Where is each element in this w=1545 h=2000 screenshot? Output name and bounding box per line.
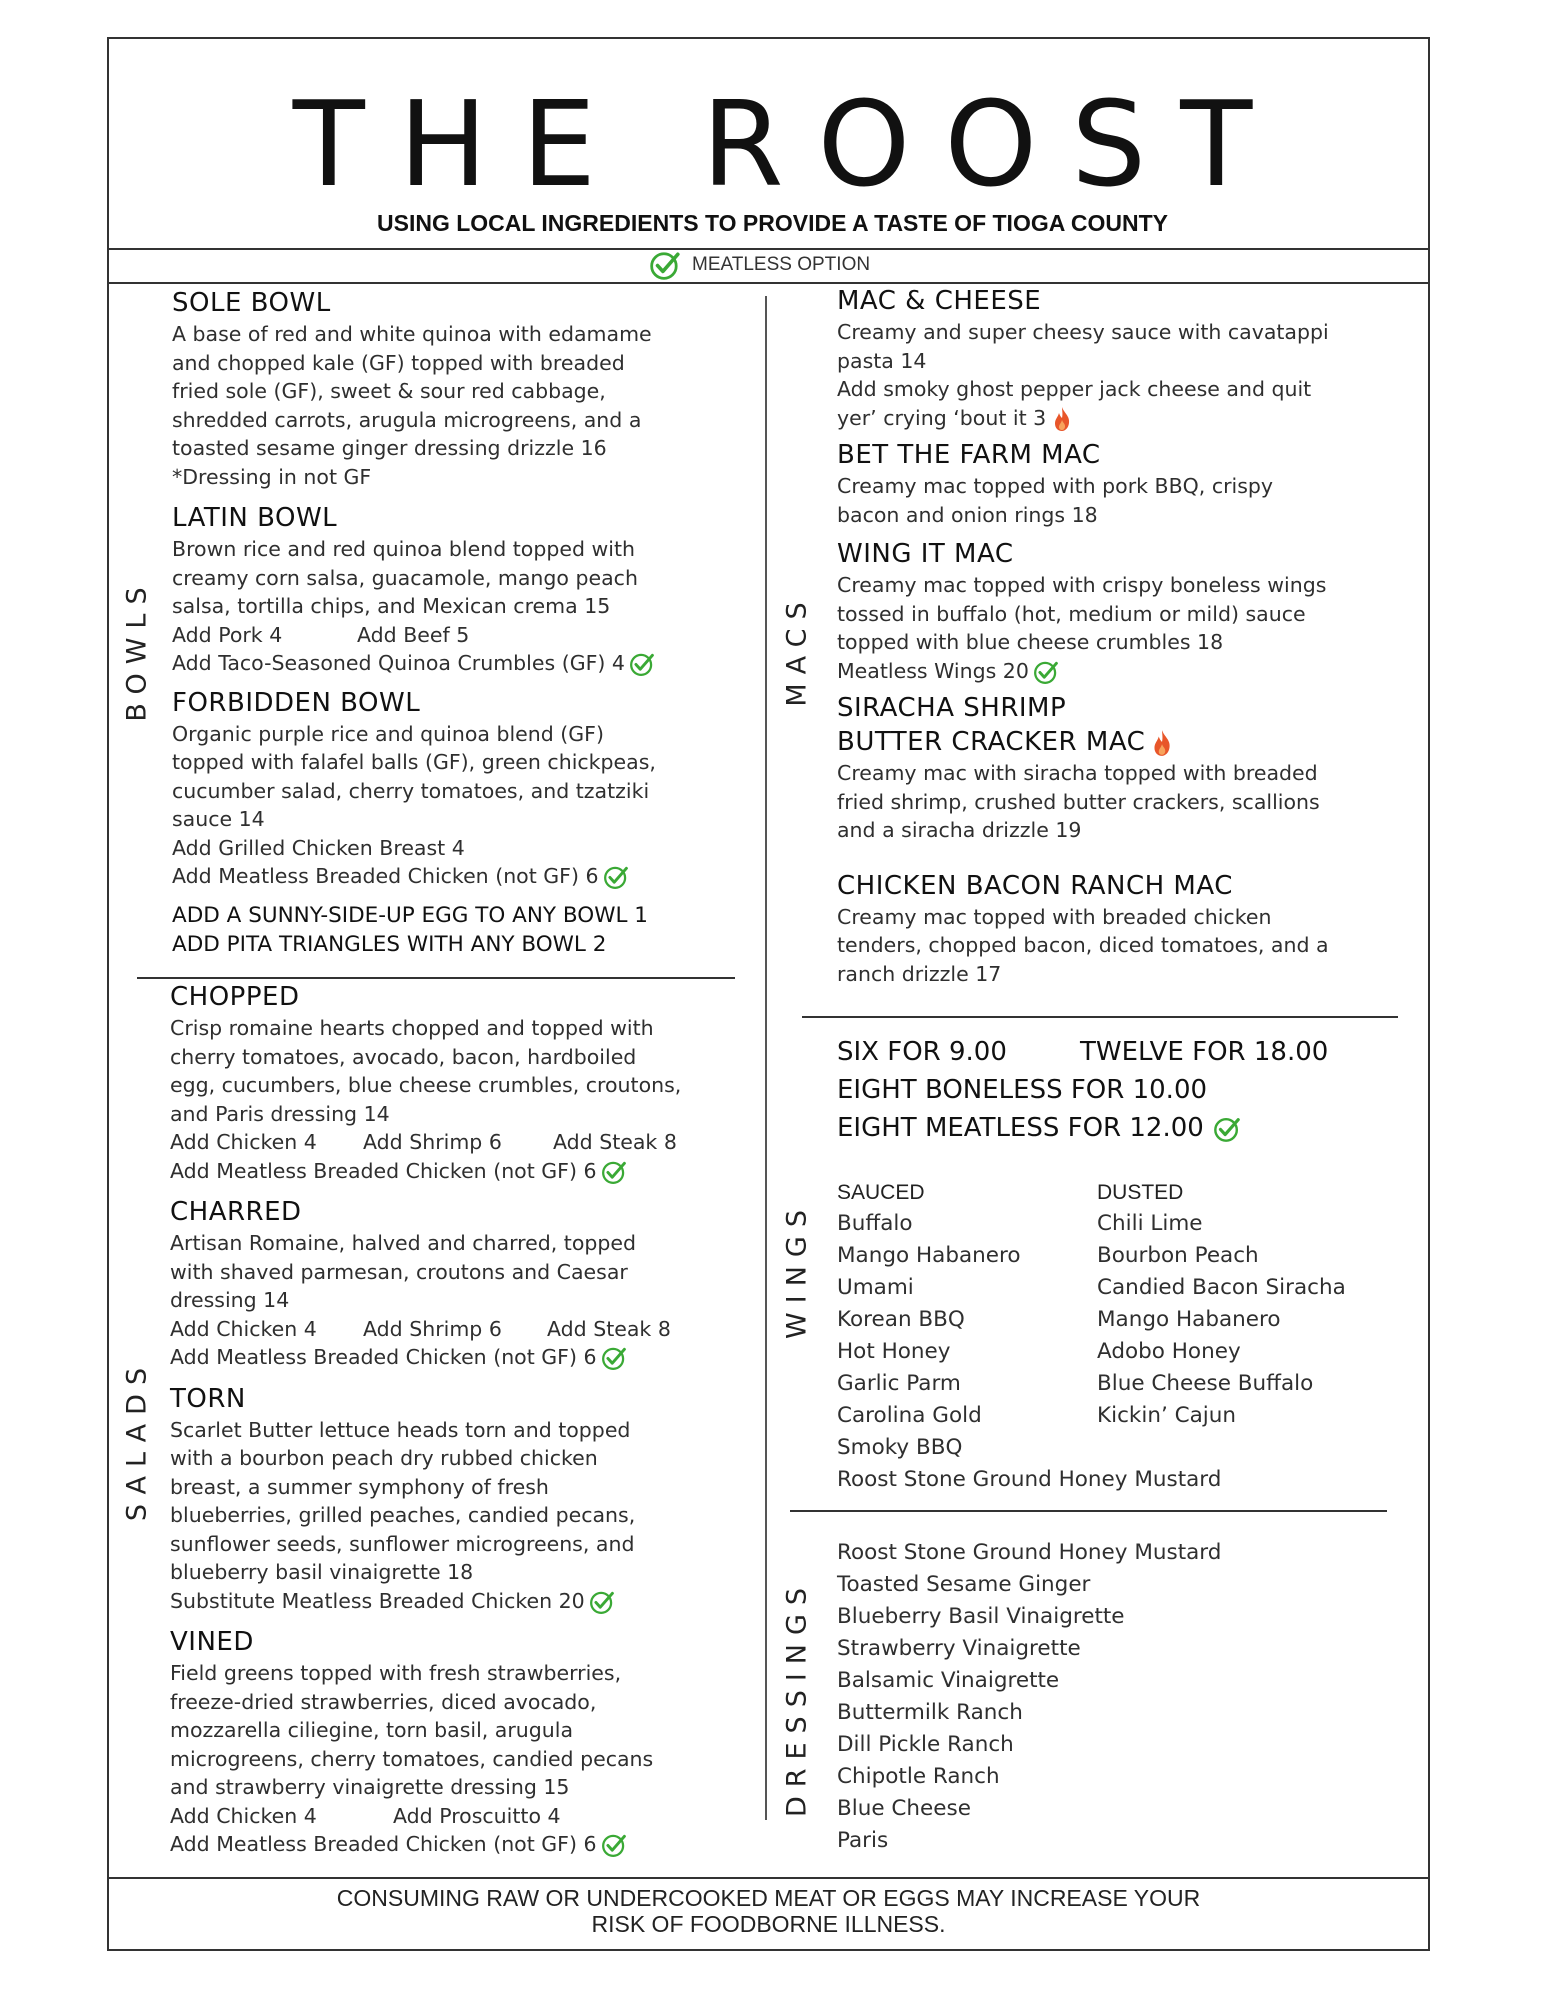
description-line: ranch drizzle 17 (837, 961, 1002, 986)
addon-grilled-chicken: Add Grilled Chicken Breast 4 (172, 835, 465, 860)
addon-steak: Add Steak 8 (553, 1130, 677, 1154)
menu-item-charred (170, 1195, 750, 1372)
tagline: USING LOCAL INGREDIENTS TO PROVIDE A TASTE OF TIOGA COUNTY (377, 210, 1168, 236)
item-name: MAC & CHEESE (837, 286, 1042, 316)
check-leaf-icon (600, 1345, 628, 1371)
item-name: CHICKEN BACON RANCH MAC (837, 870, 1233, 901)
description-line: shredded carrots, arugula microgreens, and a (172, 407, 642, 432)
menu-item-latin-bowl (172, 501, 742, 678)
price-meatless: EIGHT MEATLESS FOR 12.00 (837, 1113, 1204, 1143)
description-line: breast, a summer symphony of fresh (170, 1474, 549, 1499)
description-line: Add smoky ghost pepper jack cheese and quit (837, 377, 1312, 401)
addon-proscuitto: Add Proscuitto 4 (393, 1803, 561, 1828)
check-leaf-icon (648, 249, 682, 281)
dressing-item: Paris (837, 1828, 889, 1853)
item-description (837, 903, 1397, 989)
price-twelve: TWELVE FOR 18.00 (1080, 1037, 1329, 1067)
description-line: Artisan Romaine, halved and charred, topped (170, 1231, 637, 1255)
addon-meatless-chicken: Add Meatless Breaded Chicken (not GF) 6 (170, 1832, 597, 1856)
description-line: and chopped kale (GF) topped with breaded (172, 350, 625, 375)
flame-icon (1052, 406, 1072, 432)
item-description (837, 759, 1397, 845)
item-name (837, 691, 1397, 759)
check-leaf-icon (1212, 1115, 1242, 1143)
description-line: Creamy mac topped with crispy boneless wings (837, 573, 1327, 597)
sauce-item: Roost Stone Ground Honey Mustard (837, 1467, 1222, 1492)
addon-chicken: Add Chicken 4 (170, 1130, 317, 1154)
addon-chicken: Add Chicken 4 (170, 1316, 317, 1341)
addon-substitute-meatless: Substitute Meatless Breaded Chicken 20 (170, 1588, 585, 1613)
description-line: Creamy mac topped with pork BBQ, crispy (837, 474, 1274, 498)
addon-quinoa-crumbles: Add Taco-Seasoned Quinoa Crumbles (GF) 4 (172, 651, 625, 675)
item-name-line: BUTTER CRACKER MAC (837, 727, 1146, 757)
dust-item: Blue Cheese Buffalo (1097, 1371, 1314, 1396)
description-line: egg, cucumbers, blue cheese crumbles, croutons, (170, 1073, 682, 1097)
description-line: and Paris dressing 14 (170, 1101, 390, 1126)
item-description (170, 1416, 750, 1616)
description-line: and a siracha drizzle 19 (837, 818, 1082, 842)
item-description (170, 1014, 750, 1185)
menu-item-torn (170, 1382, 750, 1616)
description-line: sunflower seeds, sunflower microgreens, and (170, 1531, 635, 1556)
restaurant-title: THE ROOST (292, 75, 1287, 213)
description-line: *Dressing in not GF (172, 464, 372, 489)
dust-item: Mango Habanero (1097, 1307, 1281, 1332)
sauce-item: Carolina Gold (837, 1403, 982, 1428)
bowl-extras (172, 901, 742, 959)
addon-chicken: Add Chicken 4 (170, 1803, 317, 1828)
menu-item-wing-it-mac (837, 537, 1397, 685)
column-divider (765, 296, 767, 1820)
sauce-item: Garlic Parm (837, 1371, 961, 1396)
description-line: A base of red and white quinoa with edamame (172, 322, 652, 346)
sauced-header: SAUCED (837, 1181, 925, 1204)
price-six: SIX FOR 9.00 (837, 1037, 1007, 1067)
check-leaf-icon (628, 651, 656, 677)
sauce-item: Buffalo (837, 1211, 913, 1236)
dusted-items (1097, 1208, 1397, 1432)
description-line: toasted sesame ginger dressing drizzle 16 (172, 436, 607, 460)
item-description (837, 318, 1397, 432)
section-label-salads: SALADS (121, 1358, 153, 1522)
description-line: cherry tomatoes, avocado, bacon, hardboiled (170, 1044, 637, 1069)
description-line: mozzarella ciliegine, torn basil, arugula (170, 1718, 574, 1742)
description-line: and strawberry vinaigrette dressing 15 (170, 1775, 570, 1799)
check-leaf-icon (600, 1832, 628, 1858)
wings-pricing (837, 1033, 1397, 1147)
check-leaf-icon (600, 1159, 628, 1185)
description-line: dressing 14 (170, 1288, 290, 1312)
dressing-item: Blue Cheese (837, 1796, 971, 1821)
description-line: creamy corn salsa, guacamole, mango peach (172, 565, 638, 590)
dressings-list (837, 1537, 1377, 1857)
item-description (172, 320, 742, 491)
item-description (170, 1229, 750, 1372)
food-safety-notice (107, 1885, 1430, 1937)
macs-column (837, 284, 1397, 988)
menu-item-chopped (170, 980, 750, 1185)
description-line: tossed in buffalo (hot, medium or mild) sauce (837, 601, 1306, 626)
macs-wings-divider (802, 1016, 1398, 1018)
addon-pork: Add Pork 4 (172, 622, 283, 647)
item-description (170, 1659, 750, 1859)
description-line: yer’ crying ‘bout it 3 (837, 405, 1047, 430)
dust-item: Candied Bacon Siracha (1097, 1275, 1346, 1300)
description-line: salsa, tortilla chips, and Mexican crema 15 (172, 594, 611, 618)
meatless-legend-label: MEATLESS OPTION (692, 254, 871, 275)
menu-item-mac-cheese (837, 284, 1397, 432)
dressing-item: Buttermilk Ranch (837, 1700, 1023, 1725)
description-line: blueberry basil vinaigrette 18 (170, 1560, 474, 1584)
sauce-item: Korean BBQ (837, 1307, 965, 1332)
item-name: BET THE FARM MAC (837, 440, 1101, 470)
item-name: LATIN BOWL (172, 503, 338, 533)
menu-item-siracha-shrimp-mac (837, 691, 1397, 845)
check-leaf-icon (588, 1589, 616, 1615)
description-line: topped with blue cheese crumbles 18 (837, 630, 1224, 654)
description-line: Organic purple rice and quinoa blend (GF) (172, 721, 604, 746)
section-label-wings: WINGS (781, 1201, 813, 1339)
dressing-item: Roost Stone Ground Honey Mustard (837, 1540, 1222, 1565)
addon-steak: Add Steak 8 (547, 1316, 671, 1341)
sauce-item: Umami (837, 1275, 914, 1300)
menu-item-chicken-bacon-ranch-mac (837, 869, 1397, 989)
notice-line: RISK OF FOODBORNE ILLNESS. (591, 1911, 946, 1937)
item-name: CHARRED (170, 1197, 302, 1227)
addon-meatless-chicken: Add Meatless Breaded Chicken (not GF) 6 (170, 1158, 597, 1183)
addon-meatless-chicken: Add Meatless Breaded Chicken (not GF) 6 (170, 1345, 597, 1369)
description-line: Creamy and super cheesy sauce with cavatappi (837, 320, 1329, 344)
extra-pita: ADD PITA TRIANGLES WITH ANY BOWL 2 (172, 931, 607, 957)
item-name: WING IT MAC (837, 539, 1014, 569)
dusted-list (1097, 1178, 1397, 1432)
description-line: Crisp romaine hearts chopped and topped with (170, 1016, 654, 1040)
description-line: tenders, chopped bacon, diced tomatoes, and a (837, 933, 1329, 957)
dust-item: Adobo Honey (1097, 1339, 1241, 1364)
item-name: VINED (170, 1627, 254, 1657)
addon-meatless-chicken: Add Meatless Breaded Chicken (not GF) 6 (172, 864, 599, 888)
dust-item: Kickin’ Cajun (1097, 1403, 1237, 1428)
menu-item-vined (170, 1625, 750, 1859)
section-label-bowls: BOWLS (121, 578, 153, 722)
description-line: with a bourbon peach dry rubbed chicken (170, 1446, 598, 1470)
price-boneless: EIGHT BONELESS FOR 10.00 (837, 1075, 1208, 1105)
description-line: Brown rice and red quinoa blend topped with (172, 537, 635, 561)
dressing-item: Balsamic Vinaigrette (837, 1668, 1060, 1693)
description-line: microgreens, cherry tomatoes, candied pecans (170, 1746, 654, 1771)
bowls-salads-divider (137, 977, 735, 979)
sauce-item: Smoky BBQ (837, 1435, 963, 1460)
wings-dressings-divider (790, 1510, 1387, 1512)
description-line: topped with falafel balls (GF), green chickpeas, (172, 750, 656, 774)
dust-item: Bourbon Peach (1097, 1243, 1259, 1268)
notice-line: CONSUMING RAW OR UNDERCOOKED MEAT OR EGGS MAY INCREASE YOUR (336, 1885, 1201, 1911)
item-name: CHOPPED (170, 982, 300, 1012)
dressing-item: Dill Pickle Ranch (837, 1732, 1014, 1757)
item-name: SOLE BOWL (172, 288, 331, 318)
item-name: FORBIDDEN BOWL (172, 687, 421, 718)
dust-item: Chili Lime (1097, 1211, 1203, 1236)
menu-item-forbidden-bowl (172, 686, 742, 891)
check-leaf-icon (602, 864, 630, 890)
item-name: TORN (170, 1383, 246, 1414)
section-label-dressings: DRESSINGS (781, 1578, 813, 1818)
salads-column (170, 980, 750, 1859)
dressing-item: Blueberry Basil Vinaigrette (837, 1604, 1125, 1629)
description-line: fried shrimp, crushed butter crackers, scallions (837, 789, 1320, 814)
description-line: Scarlet Butter lettuce heads torn and topped (170, 1417, 631, 1442)
dressing-item: Toasted Sesame Ginger (837, 1572, 1091, 1597)
item-name-line: SIRACHA SHRIMP (837, 693, 1067, 723)
description-line: with shaved parmesan, croutons and Caesar (170, 1259, 628, 1284)
menu-item-bet-the-farm-mac (837, 438, 1397, 529)
header-divider-top (107, 248, 1430, 250)
extra-egg: ADD A SUNNY-SIDE-UP EGG TO ANY BOWL 1 (172, 902, 648, 928)
addon-shrimp: Add Shrimp 6 (363, 1130, 502, 1154)
dressing-item: Strawberry Vinaigrette (837, 1636, 1081, 1661)
addon-meatless-wings: Meatless Wings 20 (837, 658, 1029, 683)
description-line: bacon and onion rings 18 (837, 502, 1098, 527)
description-line: cucumber salad, cherry tomatoes, and tzatziki (172, 778, 650, 803)
description-line: sauce 14 (172, 807, 265, 831)
dusted-header: DUSTED (1097, 1181, 1184, 1204)
description-line: freeze-dried strawberries, diced avocado, (170, 1689, 597, 1714)
description-line: blueberries, grilled peaches, candied pecans, (170, 1503, 636, 1527)
sauce-item: Hot Honey (837, 1339, 951, 1364)
description-line: Creamy mac with siracha topped with breaded (837, 761, 1318, 785)
addon-shrimp: Add Shrimp 6 (363, 1316, 502, 1341)
menu-item-sole-bowl (172, 286, 742, 491)
item-description (837, 571, 1397, 685)
description-line: fried sole (GF), sweet & sour red cabbage, (172, 379, 606, 403)
description-line: Field greens topped with fresh strawberries, (170, 1661, 622, 1685)
footer-divider (107, 1877, 1430, 1879)
sauce-item: Mango Habanero (837, 1243, 1021, 1268)
flame-icon (1151, 729, 1173, 757)
check-leaf-icon (1032, 659, 1060, 685)
bowls-column (172, 286, 742, 959)
section-label-macs: MACS (781, 593, 813, 707)
meatless-legend (648, 252, 870, 278)
addon-beef: Add Beef 5 (357, 622, 470, 647)
item-description (837, 472, 1397, 529)
description-line: pasta 14 (837, 348, 927, 373)
description-line: Creamy mac topped with breaded chicken (837, 904, 1272, 929)
item-description (172, 720, 742, 891)
item-description (172, 535, 742, 678)
dressing-item: Chipotle Ranch (837, 1764, 1000, 1789)
